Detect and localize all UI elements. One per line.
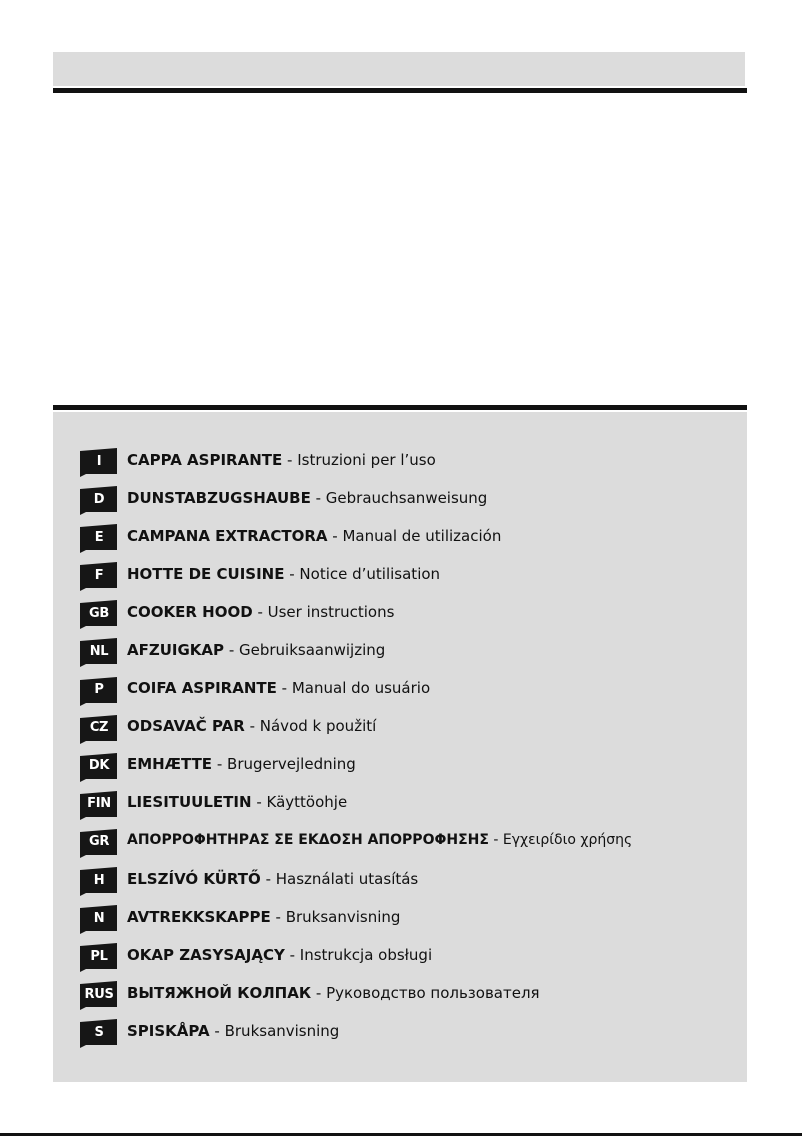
language-code: PL <box>90 948 108 964</box>
language-code: GB <box>89 605 109 621</box>
manual-subtitle: - Gebruiksaanwijzing <box>228 640 386 659</box>
header-rule <box>53 88 747 93</box>
language-code: D <box>93 491 105 507</box>
list-item <box>80 562 632 591</box>
list-item <box>80 753 632 782</box>
language-code: S <box>94 1024 104 1040</box>
list-item <box>80 829 632 858</box>
language-code-tab <box>80 829 120 858</box>
list-item <box>80 943 632 972</box>
language-code: FIN <box>87 796 111 812</box>
product-title: SPISKÅPA <box>127 1021 210 1040</box>
manual-subtitle: - User instructions <box>257 602 395 621</box>
language-code: GR <box>88 834 110 850</box>
product-title: EMHÆTTE <box>127 755 213 774</box>
manual-subtitle: - Notice d’utilisation <box>289 564 441 583</box>
product-title: HOTTE DE CUISINE <box>127 564 285 583</box>
product-title: AVTREKKSKAPPE <box>127 907 271 926</box>
language-code-tab <box>80 867 120 896</box>
language-code-tab <box>80 791 120 820</box>
language-code: P <box>94 682 104 698</box>
list-item <box>80 867 632 896</box>
product-title: COIFA ASPIRANTE <box>127 679 277 698</box>
language-code-tab <box>80 1019 120 1048</box>
product-title: LIESITUULETIN <box>127 793 252 812</box>
manual-subtitle: - Návod k použití <box>249 717 377 736</box>
product-title: AFZUIGKAP <box>127 640 225 659</box>
product-title: COOKER HOOD <box>127 602 253 621</box>
language-code-tab <box>80 638 120 667</box>
language-code-tab <box>80 524 120 553</box>
list-item <box>80 1019 632 1048</box>
manual-subtitle: - Brugervejledning <box>216 755 356 774</box>
language-code-tab <box>80 715 120 744</box>
language-code-tab <box>80 905 120 934</box>
language-code: I <box>96 453 102 469</box>
language-code: H <box>93 872 105 888</box>
language-code-tab <box>80 677 120 706</box>
language-code: E <box>94 529 104 545</box>
list-item <box>80 638 632 667</box>
product-title: ΑΠΟΡΡΟΦΗΤΗΡΑΣ ΣΕ ΕΚΔΟΣΗ ΑΠΟΡΡΟΦΗΣΗΣ <box>127 832 489 849</box>
manual-subtitle: - Käyttöohje <box>256 793 348 812</box>
list-item <box>80 524 632 553</box>
manual-subtitle: - Manual do usuário <box>281 679 431 698</box>
list-item <box>80 905 632 934</box>
list-item <box>80 791 632 820</box>
language-code: N <box>93 910 105 926</box>
product-title: CAMPANA EXTRACTORA <box>127 526 328 545</box>
language-list <box>80 448 632 1058</box>
language-code-tab <box>80 448 120 477</box>
manual-subtitle: - Manual de utilización <box>332 526 502 545</box>
language-code-tab <box>80 981 120 1010</box>
language-code-tab <box>80 486 120 515</box>
manual-subtitle: - Használati utasítás <box>265 869 419 888</box>
language-code: DK <box>88 758 110 774</box>
language-code: CZ <box>89 720 109 736</box>
manual-subtitle: - Bruksanvisning <box>275 907 401 926</box>
header-bar <box>53 52 745 86</box>
manual-subtitle: - Руководство пользователя <box>315 983 540 1002</box>
manual-subtitle: - Istruzioni per l’uso <box>287 450 436 469</box>
product-title: OKAP ZASYSAJĄCY <box>127 945 285 964</box>
section-rule <box>53 405 747 410</box>
product-title: ODSAVAČ PAR <box>127 717 245 736</box>
language-code-tab <box>80 943 120 972</box>
list-item <box>80 715 632 744</box>
product-title: DUNSTABZUGSHAUBE <box>127 488 311 507</box>
manual-subtitle: - Gebrauchsanweisung <box>315 488 488 507</box>
language-code: F <box>94 567 104 583</box>
language-code-tab <box>80 600 120 629</box>
manual-subtitle: - Bruksanvisning <box>214 1021 340 1040</box>
product-title: CAPPA ASPIRANTE <box>127 450 283 469</box>
list-item <box>80 448 632 477</box>
language-code-tab <box>80 562 120 591</box>
product-title: ELSZÍVÓ KÜRTŐ <box>127 869 261 888</box>
language-code: NL <box>89 643 109 659</box>
product-title: ВЫТЯЖНОЙ КОЛПАК <box>127 983 312 1002</box>
manual-subtitle: - Εγχειρίδιο χρήσης <box>493 832 633 849</box>
list-item <box>80 486 632 515</box>
list-item <box>80 981 632 1010</box>
manual-subtitle: - Instrukcja obsługi <box>289 945 433 964</box>
list-item <box>80 677 632 706</box>
list-item <box>80 600 632 629</box>
language-code: RUS <box>84 986 114 1002</box>
language-code-tab <box>80 753 120 782</box>
